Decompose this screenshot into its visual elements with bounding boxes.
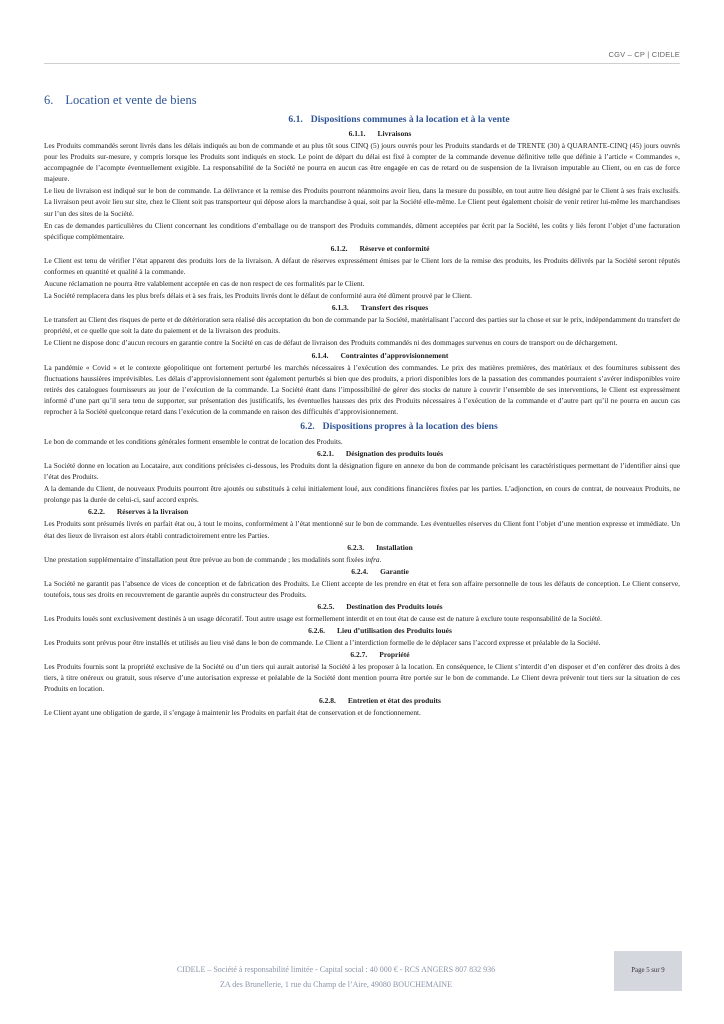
paragraph: Les Produits fournis sont la propriété exclusive de la Société ou d’un tiers qui aurait autorisé la Société à les proposer à la location. En conséquence, le Client s’interdit d’en disposer et d’en conférer des droits à des tiers, à titre onéreux ou gratuit, sous réserve d’une autorisation expresse et préalable de la Société dont mention pourra être portée sur le bon de commande. Le Client devra prévenir tout tiers sur la situation de ces Produits en location. xyxy=(44,662,680,694)
heading-text: Installation xyxy=(376,542,413,552)
footer-company-info xyxy=(92,962,580,992)
paragraph: Le bon de commande et les conditions générales forment ensemble le contrat de location des Produits. xyxy=(44,436,343,446)
paragraph-text: Une prestation supplémentaire d’installation peut être prévue au bon de commande ; les modalités sont fixées xyxy=(44,554,366,564)
heading-6-2-8 xyxy=(44,696,680,706)
heading-number: 6.1.3. xyxy=(331,303,349,313)
paragraph: La Société donne en location au Locataire, aux conditions précisées ci-dessous, les Produits dont la désignation figure en annexe du bon de commande précisant les caractéristiques permettant de l’identifier ainsi que l’état des Produits. xyxy=(44,461,680,482)
subsection-title-6-1 xyxy=(44,114,680,126)
subsection-title-text: Dispositions communes à la location et à la vente xyxy=(310,114,510,125)
heading-number: 6.2.6. xyxy=(308,626,325,635)
document-body xyxy=(44,92,680,719)
subsection-title-text: Dispositions propres à la location des biens xyxy=(322,420,498,432)
paragraph: A la demande du Client, de nouveaux Produits pourront être ajoutés ou substitués à celui initialement loué, aux conditions financières fixées par les parties. L’adjonction, en cours de contrat, de nouveaux Produits, ne prolonge pas la durée de celui-ci, sauf accord exprès. xyxy=(44,484,680,505)
paragraph: Les Produits loués sont exclusivement destinés à un usage décoratif. Tout autre usage est formellement interdit et en tout état de cause est de nature à exclure toute responsabilité de la Société. xyxy=(44,613,602,623)
paragraph-text: . xyxy=(379,554,382,564)
paragraph-emphasis: infra xyxy=(365,554,380,564)
heading-number: 6.1.4. xyxy=(311,350,329,360)
heading-number: 6.2.7. xyxy=(350,650,368,660)
heading-text: Destination des Produits loués xyxy=(346,601,443,611)
heading-number: 6.2.1. xyxy=(316,449,334,459)
paragraph: En cas de demandes particulières du Client concernant les conditions d’emballage ou de transport des Produits commandés, dûment acceptées par écrit par la Société, les coûts y liés feront l’objet d’une facturation spécifique complémentaire. xyxy=(44,220,680,241)
section-title-text: Location et vente de biens xyxy=(65,93,197,107)
heading-text: Désignation des produits loués xyxy=(345,449,444,459)
heading-number: 6.1.2. xyxy=(330,243,348,253)
paragraph: Aucune réclamation ne pourra être valablement acceptée en cas de non respect de ces formalités par le Client. xyxy=(44,279,365,289)
heading-number: 6.2.5. xyxy=(317,601,335,611)
page-number-badge: Page 5 sur 9 xyxy=(614,951,682,991)
heading-text: Propriété xyxy=(379,650,410,660)
paragraph: Le transfert au Client des risques de perte et de détérioration sera réalisé dès acceptation du bon de commande par la Société, matérialisant l’accord des parties sur la chose et sur le prix, indépendamment du transfert de propriété, et ce quelle que soit la date du paiement et de la livraison des produits. xyxy=(44,315,680,336)
paragraph: Le Client ne dispose donc d’aucun recours en garantie contre la Société en cas de défaut de livraison des Produits commandés ni des dommages survenus en cours de transport ou de déchargement. xyxy=(44,338,618,348)
heading-number: 6.2.4. xyxy=(351,566,369,576)
paragraph: Le Client ayant une obligation de garde, il s’engage à maintenir les Produits en parfait état de conservation et de fonctionnement. xyxy=(44,708,421,718)
heading-6-1-2 xyxy=(44,244,680,254)
heading-6-2-6 xyxy=(44,626,680,636)
heading-number: 6.2.2. xyxy=(88,507,105,517)
heading-number: 6.1.1. xyxy=(348,129,366,138)
heading-text: Transfert des risques xyxy=(360,303,429,313)
heading-text: Entretien et état des produits xyxy=(347,696,441,706)
paragraph: La Société ne garantit pas l’absence de vices de conception et de fabrication des Produits. Le Client accepte de les prendre en état et fera son affaire personnelle de tous les défauts de conception. Le Client conserve, toutefois, tous ses droits en recouvrement de garantie auprès du constructeur des Produits. xyxy=(44,578,680,599)
heading-text: Livraisons xyxy=(377,129,412,138)
heading-6-2-3 xyxy=(44,543,680,553)
heading-6-2-7 xyxy=(44,650,680,660)
paragraph: Le Client est tenu de vérifier l’état apparent des produits lors de la livraison. A défaut de réserves expressément émises par le Client lors de la remise des produits, les Produits délivrés par la Société seront réputés conformes en quantité et qualité à la commande. xyxy=(44,255,680,276)
paragraph: Les Produits commandés seront livrés dans les délais indiqués au bon de commande et au plus tôt sous CINQ (5) jours ouvrés pour les Produits standards et de TRENTE (30) à QUARANTE-CINQ (45) jours ouvrés pour les Produits sur-mesure, y compris lorsque les Produits sont indiqués en stock. Le point de départ du délai est fixé à compter de la commande devenue définitive telle que définie à l’article « Commandes », accompagnée de l’acompte éventuellement exigible. La responsabilité de la Société ne pourra en aucun cas être engagée en cas de retard ou de suspension de la livraison imputable au Client, ou en cas de force majeure. xyxy=(44,141,680,184)
subsection-number: 6.2. xyxy=(300,420,315,432)
paragraph: La Société remplacera dans les plus brefs délais et à ses frais, les Produits livrés dont le défaut de conformité aura été dûment prouvé par le Client. xyxy=(44,291,472,301)
header-reference: CGV – CP | CIDELE xyxy=(608,50,680,59)
paragraph: Les Produits sont présumés livrés en parfait état ou, à tout le moins, conformément à l’état mentionné sur le bon de commande. Les éventuelles réserves du Client font l’objet d’une mention expresse et immédiate. Un état des lieux de livraison est alors établi contradictoirement entre les Parties. xyxy=(44,519,680,540)
heading-number: 6.2.3. xyxy=(347,542,365,552)
header-divider xyxy=(44,63,680,64)
heading-6-2-2 xyxy=(88,507,680,517)
heading-6-2-1 xyxy=(44,449,680,459)
heading-text: Réserve et conformité xyxy=(359,243,430,253)
paragraph: Les Produits sont prévus pour être installés et utilisés au lieu visé dans le bon de commande. Le Client a l’interdiction formelle de le déplacer sans l’accord expresse et préalable de la Société. xyxy=(44,638,601,647)
paragraph: Le lieu de livraison est indiqué sur le bon de commande. La délivrance et la remise des Produits pourront néanmoins avoir lieu, dans la mesure du possible, en tout autre lieu désigné par le Client à ses frais exclusifs. La livraison peut avoir lieu sur site, chez le Client soit pas transporteur qui dépose alors la marchandise à quai, soit par la Société elle-même. Le Client peut également choisir de venir retirer lui-même les marchandises sur l’un des sites de la Société. xyxy=(44,186,680,218)
section-number: 6. xyxy=(44,93,54,107)
heading-text: Réserves à la livraison xyxy=(116,507,189,517)
section-title xyxy=(44,92,680,108)
heading-number: 6.2.8. xyxy=(319,696,336,706)
subsection-title-6-2 xyxy=(44,421,680,433)
footer-line-1: CIDELE – Société à responsabilité limitée - Capital social : 40 000 € - RCS ANGERS 807 832 936 xyxy=(176,965,496,974)
heading-text: Contraintes d’approvisionnement xyxy=(340,350,449,360)
paragraph xyxy=(44,554,680,565)
subsection-number: 6.1. xyxy=(288,114,303,125)
heading-6-1-3 xyxy=(44,303,680,313)
heading-6-1-1 xyxy=(44,129,680,139)
heading-text: Lieu d’utilisation des Produits loués xyxy=(336,626,452,635)
paragraph: La pandémie « Covid » et le contexte géopolitique ont fortement perturbé les marchés nécessaires à l’exécution des commandes. Le prix des matières premières, des matériaux et des fournitures subissent des fluctuations haussières imprévisibles. Les délais d’approvisionnement sont également perturbés si bien que des produits, a priori disponibles lors de la passation des commandes pourraient s’avérer indisponibles voire retirés des catalogues fournisseurs au jour de l’exécution de la commande. La Société étant dans l’impossibilité de gérer des stocks de nature à couvrir l’ensemble de ses interventions, le Client est expressément informé d’une part qu’il sera tenu de supporter, sur présentation des justificatifs, les éventuelles hausses des prix des Produits nécessaires à l’exécution de la commande et d’autre part qu’il ne pourra en aucun cas reprocher à la Société quelconque retard dans l’exécution de la commande en raison des difficultés d’approvisionnement. xyxy=(44,362,680,416)
heading-6-2-4 xyxy=(44,567,680,577)
heading-6-2-5 xyxy=(44,602,680,612)
footer-line-2: ZA des Brunellerie, 1 rue du Champ de l’Aire, 49080 BOUCHEMAINE xyxy=(220,980,452,989)
heading-text: Garantie xyxy=(380,566,409,576)
heading-6-1-4 xyxy=(44,351,680,361)
